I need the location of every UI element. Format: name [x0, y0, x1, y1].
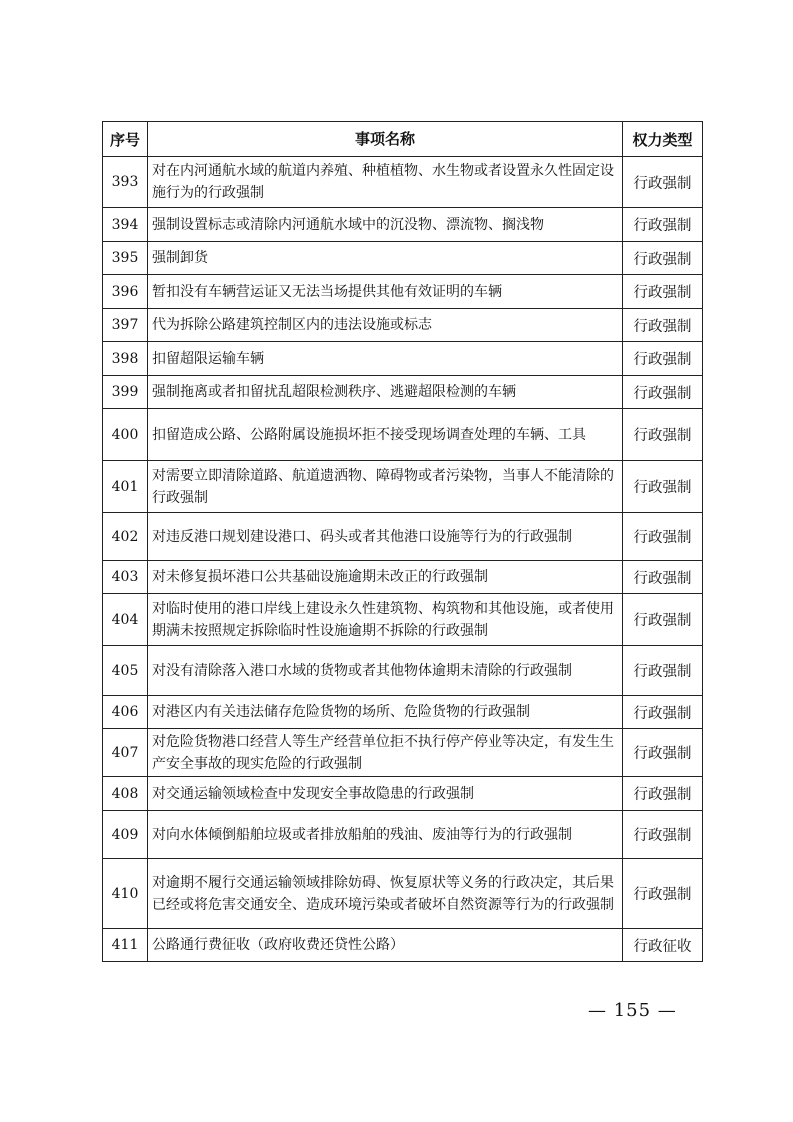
row-name: 代为拆除公路建筑控制区内的违法设施或标志	[148, 309, 623, 342]
row-name: 对未修复损坏港口公共基础设施逾期未改正的行政强制	[148, 561, 623, 594]
table-row	[103, 859, 703, 929]
row-num: 407	[103, 729, 148, 777]
header-name: 事项名称	[148, 122, 623, 157]
row-name: 扣留超限运输车辆	[148, 342, 623, 376]
table-row	[103, 342, 703, 376]
row-name: 对向水体倾倒船舶垃圾或者排放船舶的残油、废油等行为的行政强制	[148, 811, 623, 859]
row-num: 403	[103, 561, 148, 594]
table-row	[103, 376, 703, 409]
row-name: 对没有清除落入港口水域的货物或者其他物体逾期未清除的行政强制	[148, 646, 623, 696]
table-header-row	[103, 122, 703, 157]
row-num: 409	[103, 811, 148, 859]
row-num: 396	[103, 275, 148, 309]
row-type: 行政强制	[623, 777, 703, 811]
row-name: 对在内河通航水域的航道内养殖、种植植物、水生物或者设置永久性固定设施行为的行政强制	[148, 157, 623, 208]
row-name: 对交通运输领域检查中发现安全事故隐患的行政强制	[148, 777, 623, 811]
row-type: 行政强制	[623, 594, 703, 646]
table-row	[103, 811, 703, 859]
row-num: 405	[103, 646, 148, 696]
table-row	[103, 409, 703, 461]
row-name: 扣留造成公路、公路附属设施损坏拒不接受现场调查处理的车辆、工具	[148, 409, 623, 461]
row-type: 行政强制	[623, 561, 703, 594]
table-row	[103, 777, 703, 811]
row-name: 暂扣没有车辆营运证又无法当场提供其他有效证明的车辆	[148, 275, 623, 309]
row-type: 行政征收	[623, 929, 703, 962]
row-type: 行政强制	[623, 409, 703, 461]
row-num: 399	[103, 376, 148, 409]
row-name: 对逾期不履行交通运输领域排除妨碍、恢复原状等义务的行政决定，其后果已经或将危害交通安全、造成环境污染或者破坏自然资源等行为的行政强制	[148, 859, 623, 929]
row-type: 行政强制	[623, 696, 703, 729]
table-row	[103, 513, 703, 561]
row-num: 410	[103, 859, 148, 929]
table-row	[103, 208, 703, 242]
row-type: 行政强制	[623, 157, 703, 208]
row-num: 394	[103, 208, 148, 242]
table-row	[103, 275, 703, 309]
row-name: 公路通行费征收（政府收费还贷性公路）	[148, 929, 623, 962]
row-num: 400	[103, 409, 148, 461]
header-type: 权力类型	[623, 122, 703, 157]
row-type: 行政强制	[623, 811, 703, 859]
row-num: 393	[103, 157, 148, 208]
row-name: 对需要立即清除道路、航道遗洒物、障碍物或者污染物，当事人不能清除的行政强制	[148, 461, 623, 513]
row-num: 411	[103, 929, 148, 962]
row-name: 对危险货物港口经营人等生产经营单位拒不执行停产停业等决定，有发生生产安全事故的现实危险的行政强制	[148, 729, 623, 777]
table-row	[103, 309, 703, 342]
table-row	[103, 157, 703, 208]
table-row	[103, 929, 703, 962]
row-type: 行政强制	[623, 513, 703, 561]
row-type: 行政强制	[623, 242, 703, 275]
power-list-table	[102, 121, 703, 962]
row-name: 对违反港口规划建设港口、码头或者其他港口设施等行为的行政强制	[148, 513, 623, 561]
table-row	[103, 242, 703, 275]
row-num: 404	[103, 594, 148, 646]
row-num: 401	[103, 461, 148, 513]
row-num: 395	[103, 242, 148, 275]
table-row	[103, 696, 703, 729]
row-type: 行政强制	[623, 461, 703, 513]
row-num: 397	[103, 309, 148, 342]
table-row	[103, 646, 703, 696]
row-name: 强制拖离或者扣留扰乱超限检测秩序、逃避超限检测的车辆	[148, 376, 623, 409]
row-name: 对港区内有关违法储存危险货物的场所、危险货物的行政强制	[148, 696, 623, 729]
table-row	[103, 561, 703, 594]
row-type: 行政强制	[623, 342, 703, 376]
row-type: 行政强制	[623, 729, 703, 777]
row-num: 402	[103, 513, 148, 561]
page-number: — 155 —	[588, 1000, 677, 1021]
table-row	[103, 729, 703, 777]
row-type: 行政强制	[623, 275, 703, 309]
row-name: 对临时使用的港口岸线上建设永久性建筑物、构筑物和其他设施，或者使用期满未按照规定拆除临时性设施逾期不拆除的行政强制	[148, 594, 623, 646]
row-name: 强制设置标志或清除内河通航水域中的沉没物、漂流物、搁浅物	[148, 208, 623, 242]
row-type: 行政强制	[623, 859, 703, 929]
table-row	[103, 461, 703, 513]
row-num: 408	[103, 777, 148, 811]
row-num: 406	[103, 696, 148, 729]
row-name: 强制卸货	[148, 242, 623, 275]
row-type: 行政强制	[623, 646, 703, 696]
row-type: 行政强制	[623, 309, 703, 342]
row-type: 行政强制	[623, 376, 703, 409]
row-num: 398	[103, 342, 148, 376]
header-num: 序号	[103, 122, 148, 157]
row-type: 行政强制	[623, 208, 703, 242]
table-row	[103, 594, 703, 646]
